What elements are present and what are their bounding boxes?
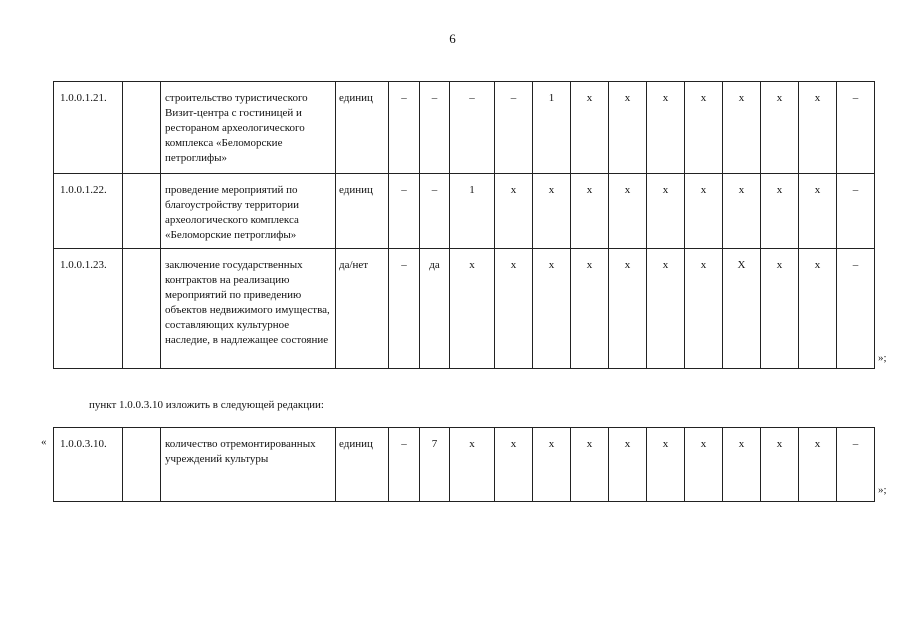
row-value: х — [685, 82, 723, 174]
row-value: х — [533, 428, 571, 502]
row-value: х — [609, 174, 647, 249]
row-blank-cell — [123, 82, 161, 174]
row-code: 1.0.0.1.21. — [54, 82, 123, 174]
row-value: – — [837, 82, 875, 174]
row-description: количество отремонтированных учреждений культуры — [161, 428, 336, 502]
row-blank-cell — [123, 428, 161, 502]
row-value: – — [837, 428, 875, 502]
row-value: 7 — [420, 428, 450, 502]
row-value: – — [420, 174, 450, 249]
row-unit: да/нет — [336, 249, 389, 369]
closing-quote-2: »; — [878, 484, 887, 496]
indicators-table-amended — [53, 427, 875, 502]
row-value: х — [571, 174, 609, 249]
row-value: х — [571, 82, 609, 174]
row-value: х — [647, 249, 685, 369]
row-value: – — [837, 249, 875, 369]
row-unit: единиц — [336, 82, 389, 174]
row-value: х — [685, 249, 723, 369]
row-code: 1.0.0.1.23. — [54, 249, 123, 369]
row-description: заключение государственных контрактов на реализацию мероприятий по приведению объектов недвижимого имущества, составляющих культурное наследие, в надлежащее состояние — [161, 249, 336, 369]
row-value: – — [420, 82, 450, 174]
row-value: Х — [723, 249, 761, 369]
row-value: х — [647, 82, 685, 174]
row-value: – — [450, 82, 495, 174]
row-value: х — [609, 82, 647, 174]
table-row — [54, 82, 875, 174]
row-value: х — [647, 174, 685, 249]
row-value: х — [723, 174, 761, 249]
table-row — [54, 428, 875, 502]
closing-quote: »; — [878, 352, 887, 364]
row-value: х — [450, 428, 495, 502]
row-value: х — [533, 174, 571, 249]
table-row — [54, 174, 875, 249]
row-value: 1 — [450, 174, 495, 249]
row-value: – — [837, 174, 875, 249]
row-blank-cell — [123, 249, 161, 369]
row-value: х — [685, 174, 723, 249]
row-value: х — [609, 428, 647, 502]
row-value: 1 — [533, 82, 571, 174]
row-value: х — [799, 82, 837, 174]
row-description: строительство туристического Визит-центра с гостиницей и рестораном археологического комплекса «Беломорские петроглифы» — [161, 82, 336, 174]
row-value: – — [495, 82, 533, 174]
row-value: х — [761, 249, 799, 369]
row-value: х — [495, 249, 533, 369]
row-value: х — [761, 174, 799, 249]
indicators-table — [53, 81, 875, 369]
row-description: проведение мероприятий по благоустройству территории археологического комплекса «Беломорские петроглифы» — [161, 174, 336, 249]
table-row — [54, 249, 875, 369]
row-unit: единиц — [336, 174, 389, 249]
page-number: 6 — [449, 31, 456, 46]
row-blank-cell — [123, 174, 161, 249]
row-value: х — [450, 249, 495, 369]
row-value: – — [389, 249, 420, 369]
row-value: – — [389, 428, 420, 502]
row-value: х — [495, 428, 533, 502]
row-value: – — [389, 82, 420, 174]
row-value: х — [533, 249, 571, 369]
row-value: да — [420, 249, 450, 369]
row-value: х — [799, 249, 837, 369]
row-value: – — [389, 174, 420, 249]
row-code: 1.0.0.1.22. — [54, 174, 123, 249]
row-value: х — [761, 82, 799, 174]
row-value: х — [647, 428, 685, 502]
row-value: х — [799, 428, 837, 502]
row-value: х — [723, 82, 761, 174]
row-value: х — [571, 249, 609, 369]
row-value: х — [723, 428, 761, 502]
row-code: 1.0.0.3.10. — [54, 428, 123, 502]
row-value: х — [609, 249, 647, 369]
row-value: х — [761, 428, 799, 502]
opening-quote: « — [41, 436, 47, 448]
row-value: х — [495, 174, 533, 249]
row-value: х — [685, 428, 723, 502]
instruction-text: пункт 1.0.0.3.10 изложить в следующей редакции: — [89, 399, 324, 411]
row-unit: единиц — [336, 428, 389, 502]
row-value: х — [799, 174, 837, 249]
row-value: х — [571, 428, 609, 502]
